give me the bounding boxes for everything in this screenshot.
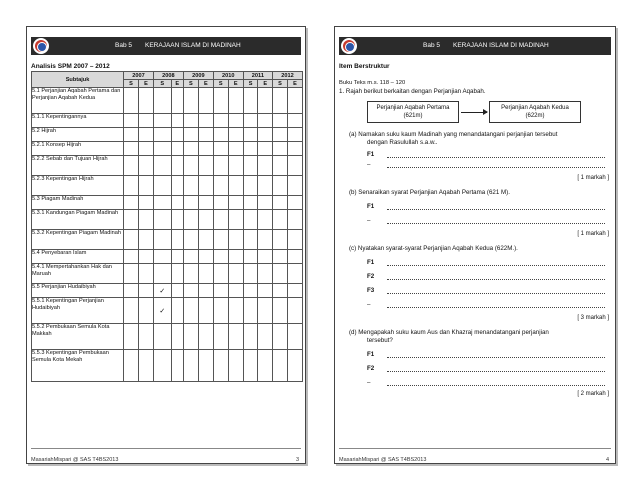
mark-cell: [273, 156, 288, 176]
mark-cell: [183, 230, 198, 250]
mark-cell: [273, 284, 288, 298]
mark-cell: [171, 284, 183, 298]
mark-cell: [171, 176, 183, 196]
school-logo-icon: [33, 38, 49, 54]
mark-cell: [243, 230, 258, 250]
mark-cell: [124, 128, 139, 142]
mark-cell: [273, 230, 288, 250]
mark-cell: [273, 128, 288, 142]
mark-cell: [228, 176, 243, 196]
mark-cell: [171, 156, 183, 176]
mark-cell: [243, 210, 258, 230]
footer-divider: [339, 448, 611, 449]
mark-cell: [273, 196, 288, 210]
mark-cell: [171, 298, 183, 324]
mark-cell: [124, 324, 139, 350]
mark-cell: [213, 88, 228, 114]
mark-cell: [171, 250, 183, 264]
footer-author: MasariahMispari @ SAS T4BS2013: [339, 457, 427, 463]
sub-col-header: S: [273, 80, 288, 88]
mark-cell: [287, 230, 302, 250]
answer-line[interactable]: [387, 152, 605, 158]
box-aqabah-1-title: Perjanjian Aqabah Pertama: [376, 105, 450, 111]
mark-cell: [213, 298, 228, 324]
subtopic-cell: 5.3 Piagam Madinah: [32, 196, 124, 210]
question-1: 1. Rajah berikut berkaitan dengan Perjanjian Aqabah.: [339, 88, 486, 95]
sub-col-header: S: [124, 80, 139, 88]
mark-cell: [213, 350, 228, 382]
mark-cell: [153, 210, 171, 230]
mark-cell: [183, 88, 198, 114]
mark-cell: [124, 250, 139, 264]
mark-cell: [273, 210, 288, 230]
mark-cell: [243, 114, 258, 128]
answer-dash: –: [367, 379, 371, 386]
arrow-icon: [461, 112, 487, 113]
subtopic-cell: 5.2.2 Sebab dan Tujuan Hijrah: [32, 156, 124, 176]
mark-cell: [124, 298, 139, 324]
mark-cell: [243, 128, 258, 142]
answer-line[interactable]: [387, 218, 605, 224]
subtopic-cell: 5.2 Hijrah: [32, 128, 124, 142]
structured-item-title: Item Berstruktur: [339, 63, 390, 70]
page-header: [31, 37, 301, 55]
mark-cell: [243, 264, 258, 284]
mark-cell: [183, 176, 198, 196]
chapter-title: KERAJAAN ISLAM DI MADINAH: [145, 42, 241, 49]
box-aqabah-1: [367, 101, 459, 123]
mark-cell: [138, 88, 153, 114]
mark-cell: [243, 324, 258, 350]
answer-dash: –: [367, 161, 371, 168]
mark-cell: [183, 114, 198, 128]
page-number: 4: [605, 457, 609, 463]
answer-line[interactable]: [387, 352, 605, 358]
page-left: [26, 26, 306, 464]
mark-cell: [258, 128, 273, 142]
mark-cell: [258, 210, 273, 230]
mark-cell: [287, 350, 302, 382]
mark-cell: [153, 114, 171, 128]
year-header: 2007: [124, 72, 154, 80]
mark-cell: [198, 230, 213, 250]
mark-cell: [183, 324, 198, 350]
mark-cell: [183, 250, 198, 264]
question-a-line2: dengan Rasulullah s.a.w..: [367, 139, 438, 146]
mark-cell: [228, 88, 243, 114]
mark-cell: [198, 210, 213, 230]
mark-cell: [273, 298, 288, 324]
mark-cell: [228, 298, 243, 324]
mark-cell: [258, 142, 273, 156]
mark-cell: [243, 250, 258, 264]
sub-col-header: S: [183, 80, 198, 88]
sub-col-header: S: [213, 80, 228, 88]
answer-line[interactable]: [387, 380, 605, 386]
subtopic-header: Subtajuk: [32, 72, 124, 88]
subtopic-cell: 5.3.1 Kandungan Piagam Madinah: [32, 210, 124, 230]
table-row: [32, 176, 303, 196]
mark-cell: [138, 298, 153, 324]
mark-cell: [198, 142, 213, 156]
mark-cell: [153, 196, 171, 210]
subtopic-cell: 5.5 Perjanjian Hudaibiyah: [32, 284, 124, 298]
year-header: 2011: [243, 72, 272, 80]
mark-cell: [287, 142, 302, 156]
mark-cell: [183, 142, 198, 156]
mark-cell: [153, 230, 171, 250]
question-d-line2: tersebut?: [367, 337, 393, 344]
mark-cell: [243, 350, 258, 382]
mark-cell: [124, 156, 139, 176]
mark-cell: [138, 156, 153, 176]
mark-cell: [171, 196, 183, 210]
mark-cell: [124, 88, 139, 114]
mark-cell: [273, 88, 288, 114]
analysis-table: [31, 71, 303, 382]
box-aqabah-1-year: (621m): [403, 113, 423, 119]
mark-cell: [213, 114, 228, 128]
mark-cell: [198, 250, 213, 264]
mark-cell: [171, 114, 183, 128]
mark-cell: [198, 176, 213, 196]
mark-cell: [153, 156, 171, 176]
mark-cell: [213, 250, 228, 264]
answer-label-f1: F1: [367, 203, 375, 210]
mark-cell: [287, 128, 302, 142]
answer-label-f2: F2: [367, 273, 375, 280]
answer-label-f1: F1: [367, 259, 375, 266]
mark-cell: [273, 250, 288, 264]
question-a-line1: (a) Namakan suku kaum Madinah yang menandatangani perjanjian tersebut: [349, 131, 558, 138]
mark-cell: [124, 142, 139, 156]
mark-cell: [138, 210, 153, 230]
mark-cell: [243, 142, 258, 156]
mark-cell: [213, 230, 228, 250]
mark-cell: [138, 128, 153, 142]
mark-cell: [213, 142, 228, 156]
answer-label-f3: F3: [367, 287, 375, 294]
mark-cell: [138, 114, 153, 128]
year-header: 2010: [213, 72, 243, 80]
mark-cell: [213, 156, 228, 176]
answer-label-f1: F1: [367, 151, 375, 158]
box-aqabah-2: [489, 101, 581, 123]
mark-cell: [153, 176, 171, 196]
chapter-title: KERAJAAN ISLAM DI MADINAH: [453, 42, 549, 49]
table-row: [32, 88, 303, 114]
sub-col-header: E: [287, 80, 302, 88]
answer-line[interactable]: [387, 204, 605, 210]
mark-cell: [124, 230, 139, 250]
table-row: [32, 156, 303, 176]
mark-cell: [228, 196, 243, 210]
mark-cell: [287, 264, 302, 284]
mark-cell: [243, 88, 258, 114]
mark-cell: [273, 350, 288, 382]
page-number: 3: [295, 457, 299, 463]
mark-cell: [171, 142, 183, 156]
mark-cell: [258, 264, 273, 284]
mark-cell: [138, 350, 153, 382]
answer-label-f1: F1: [367, 351, 375, 358]
mark-cell: [138, 264, 153, 284]
footer-author: MasariahMispari @ SAS T4BS2013: [31, 457, 119, 463]
subtopic-cell: 5.1.1 Kepentingannya: [32, 114, 124, 128]
mark-cell: [287, 88, 302, 114]
table-row: [32, 284, 303, 298]
subtopic-cell: 5.5.1 Kepentingan Perjanjian Hudaibiyah: [32, 298, 124, 324]
mark-cell: [213, 284, 228, 298]
mark-cell: [171, 128, 183, 142]
table-row: [32, 142, 303, 156]
mark-cell: [273, 176, 288, 196]
mark-cell: [228, 210, 243, 230]
sub-col-header: E: [258, 80, 273, 88]
mark-cell: [287, 114, 302, 128]
sub-col-header: S: [243, 80, 258, 88]
subtopic-cell: 5.5.3 Kepentingan Pembukaan Semula Kota Mekah: [32, 350, 124, 382]
table-row: [32, 264, 303, 284]
year-header: 2012: [273, 72, 303, 80]
mark-cell: [183, 298, 198, 324]
check-icon: ✓: [153, 284, 171, 298]
page-header: [339, 37, 611, 55]
table-row: [32, 324, 303, 350]
mark-cell: [228, 230, 243, 250]
subtopic-cell: 5.4 Penyebaran Islam: [32, 250, 124, 264]
answer-dash: –: [367, 301, 371, 308]
mark-cell: [258, 176, 273, 196]
mark-cell: [243, 284, 258, 298]
mark-cell: [198, 114, 213, 128]
mark-cell: [273, 264, 288, 284]
mark-cell: [213, 324, 228, 350]
mark-cell: [124, 284, 139, 298]
answer-line[interactable]: [387, 288, 605, 294]
marks-label: [ 1 markah ]: [577, 175, 609, 181]
mark-cell: [183, 128, 198, 142]
mark-cell: [138, 176, 153, 196]
mark-cell: [138, 196, 153, 210]
footer-divider: [31, 448, 301, 449]
mark-cell: [198, 196, 213, 210]
mark-cell: [124, 264, 139, 284]
mark-cell: [198, 298, 213, 324]
mark-cell: [183, 156, 198, 176]
sub-col-header: E: [198, 80, 213, 88]
mark-cell: [198, 350, 213, 382]
mark-cell: [243, 196, 258, 210]
mark-cell: [124, 176, 139, 196]
mark-cell: [124, 350, 139, 382]
mark-cell: [273, 142, 288, 156]
chapter-label: Bab 5: [423, 42, 440, 49]
mark-cell: [153, 142, 171, 156]
sub-col-header: S: [153, 80, 171, 88]
mark-cell: [124, 114, 139, 128]
mark-cell: [198, 284, 213, 298]
mark-cell: [171, 350, 183, 382]
mark-cell: [171, 230, 183, 250]
mark-cell: [243, 156, 258, 176]
mark-cell: [228, 156, 243, 176]
mark-cell: [228, 324, 243, 350]
answer-line[interactable]: [387, 302, 605, 308]
mark-cell: [183, 264, 198, 284]
analysis-title: Analisis SPM 2007 – 2012: [31, 63, 110, 70]
answer-line[interactable]: [387, 274, 605, 280]
table-row: [32, 196, 303, 210]
mark-cell: [171, 324, 183, 350]
mark-cell: [153, 250, 171, 264]
mark-cell: [228, 142, 243, 156]
subtopic-cell: 5.5.2 Pembukaan Semula Kota Makkah: [32, 324, 124, 350]
mark-cell: [138, 284, 153, 298]
mark-cell: [153, 264, 171, 284]
mark-cell: [198, 128, 213, 142]
table-row: [32, 210, 303, 230]
mark-cell: [228, 250, 243, 264]
mark-cell: [124, 210, 139, 230]
table-row: [32, 350, 303, 382]
table-row: [32, 298, 303, 324]
mark-cell: [138, 230, 153, 250]
mark-cell: [258, 196, 273, 210]
mark-cell: [213, 196, 228, 210]
mark-cell: [258, 88, 273, 114]
sub-col-header: E: [138, 80, 153, 88]
mark-cell: [183, 284, 198, 298]
mark-cell: [243, 298, 258, 324]
table-row: [32, 114, 303, 128]
marks-label: [ 3 markah ]: [577, 315, 609, 321]
mark-cell: [198, 264, 213, 284]
mark-cell: [258, 298, 273, 324]
mark-cell: [287, 284, 302, 298]
mark-cell: [213, 128, 228, 142]
mark-cell: [287, 176, 302, 196]
mark-cell: [138, 142, 153, 156]
subtopic-cell: 5.2.1 Konsep Hijrah: [32, 142, 124, 156]
question-d-line1: (d) Mengapakah suku kaum Aus dan Khazraj menandatangani perjanjian: [349, 329, 549, 336]
mark-cell: [124, 196, 139, 210]
subtopic-cell: 5.2.3 Kepentingan Hijrah: [32, 176, 124, 196]
subtopic-cell: 5.4.1 Mempertahankan Hak dan Maruah: [32, 264, 124, 284]
page-right: [334, 26, 616, 464]
mark-cell: [183, 210, 198, 230]
mark-cell: [258, 324, 273, 350]
chapter-label: Bab 5: [115, 42, 132, 49]
mark-cell: [198, 88, 213, 114]
mark-cell: [273, 114, 288, 128]
mark-cell: [198, 324, 213, 350]
mark-cell: [228, 128, 243, 142]
sub-col-header: E: [228, 80, 243, 88]
mark-cell: [138, 324, 153, 350]
answer-dash: –: [367, 217, 371, 224]
mark-cell: [171, 210, 183, 230]
mark-cell: [228, 264, 243, 284]
year-header: 2009: [183, 72, 213, 80]
answer-line[interactable]: [387, 366, 605, 372]
marks-label: [ 2 markah ]: [577, 391, 609, 397]
mark-cell: [287, 250, 302, 264]
mark-cell: [258, 284, 273, 298]
mark-cell: [153, 324, 171, 350]
marks-label: [ 1 markah ]: [577, 231, 609, 237]
mark-cell: [258, 250, 273, 264]
school-logo-icon: [341, 38, 357, 54]
mark-cell: [213, 264, 228, 284]
mark-cell: [138, 250, 153, 264]
answer-line[interactable]: [387, 162, 605, 168]
mark-cell: [273, 324, 288, 350]
mark-cell: [287, 324, 302, 350]
box-aqabah-2-year: (622m): [525, 113, 545, 119]
table-row: [32, 230, 303, 250]
mark-cell: [153, 350, 171, 382]
mark-cell: [183, 196, 198, 210]
mark-cell: [258, 230, 273, 250]
table-row: [32, 128, 303, 142]
subtopic-cell: 5.1 Perjanjian Aqabah Pertama dan Perjanjian Aqabah Kedua: [32, 88, 124, 114]
mark-cell: [213, 176, 228, 196]
answer-line[interactable]: [387, 260, 605, 266]
mark-cell: [228, 114, 243, 128]
mark-cell: [243, 176, 258, 196]
mark-cell: [258, 156, 273, 176]
mark-cell: [258, 114, 273, 128]
mark-cell: [153, 88, 171, 114]
mark-cell: [258, 350, 273, 382]
year-header: 2008: [153, 72, 183, 80]
question-b: (b) Senaraikan syarat Perjanjian Aqabah Pertama (621 M).: [349, 189, 510, 196]
answer-label-f2: F2: [367, 365, 375, 372]
mark-cell: [287, 196, 302, 210]
mark-cell: [198, 156, 213, 176]
subtopic-cell: 5.3.2 Kepentingan Piagam Madinah: [32, 230, 124, 250]
mark-cell: [171, 264, 183, 284]
mark-cell: [228, 284, 243, 298]
sub-col-header: E: [171, 80, 183, 88]
mark-cell: [183, 350, 198, 382]
mark-cell: [153, 128, 171, 142]
textbook-ref: Buku Teks m.s. 118 – 120: [339, 80, 406, 86]
mark-cell: [287, 156, 302, 176]
mark-cell: [213, 210, 228, 230]
question-c: (c) Nyatakan syarat-syarat Perjanjian Aqabah Kedua (622M.).: [349, 245, 518, 252]
mark-cell: [287, 210, 302, 230]
table-row: [32, 250, 303, 264]
box-aqabah-2-title: Perjanjian Aqabah Kedua: [501, 105, 569, 111]
check-icon: ✓: [153, 298, 171, 324]
mark-cell: [171, 88, 183, 114]
mark-cell: [287, 298, 302, 324]
mark-cell: [228, 350, 243, 382]
